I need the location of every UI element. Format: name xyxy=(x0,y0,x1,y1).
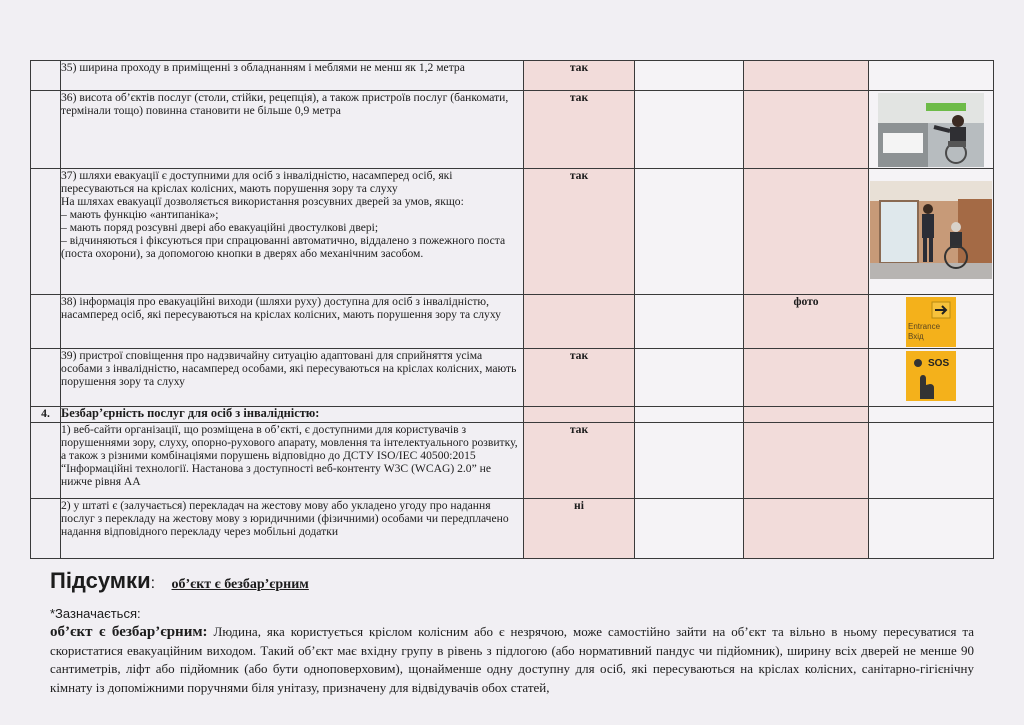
photo-cell xyxy=(869,91,994,169)
summary-text: Людина, яка користується кріслом колісним або є незрячою, може самостійно зайти на об’єкт та вільно в ньому пересуватися та скористатися евакуаційним виходом. Такий об’єкт має вхідну групу в рівень з підлогою (або нормативний пандус чи підйомник), ширину всіх дверей не менше 90 сантиметрів, ліфт або підйомник (або бути одноповерховим), щонайменше одну доступну для осіб, які пересуваються на кріслах колісних, санітарно-гігієнічну кімнату із допоміжними поручнями біля унітазу, призначену для відвідувачів обох статей, xyxy=(50,624,974,695)
comment-cell: фото xyxy=(744,295,869,349)
yes-cell: так xyxy=(524,423,635,499)
yes-cell: так xyxy=(524,61,635,91)
table-row xyxy=(31,349,994,407)
summary-heading xyxy=(50,568,309,594)
comment-cell xyxy=(744,407,869,423)
summary-note: *Зазначається: xyxy=(50,606,141,621)
section-header-row xyxy=(31,407,994,423)
row-description: 2) у штаті є (залучається) перекладач на жестову мову або укладено угоду про надання послуг з перекладу на жестову мову з юридичними (фізичними) особами чи передплачено надання відповідного перекладу через мобільні додатки xyxy=(61,499,524,559)
row-description: 38) інформація про евакуаційні виходи (шляхи руху) доступна для осіб з інвалідністю, насамперед осіб, які пересуваються на кріслах колісних, мають порушення зору та слуху xyxy=(61,295,524,349)
summary-colon: : xyxy=(150,575,156,592)
photo-cell xyxy=(869,61,994,91)
blank-cell xyxy=(635,407,744,423)
row-number-cell xyxy=(31,91,61,169)
table-row xyxy=(31,295,994,349)
entrance-sign xyxy=(906,297,956,347)
row-description: 1) веб-сайти організації, що розміщена в об’єкті, є доступними для користувачів з порушеннями зору, слуху, опорно-рухового апарату, мовлення та інтелектуального розвитку, а також з різними комбінаціями порушень відповідно до ДСТУ ISO/IEC 40500:2015 “Інформаційні технології. Настанова з доступності веб-контенту W3C (WCAG) 2.0” не нижче рівня АА xyxy=(61,423,524,499)
summary-paragraph xyxy=(50,623,974,697)
comment-cell xyxy=(744,91,869,169)
table-row xyxy=(31,169,994,295)
service-desk-wheelchair-photo xyxy=(878,93,984,167)
summary-title: Підсумки xyxy=(50,568,151,593)
yes-cell: так xyxy=(524,169,635,295)
blank-cell xyxy=(635,499,744,559)
blank-cell xyxy=(635,423,744,499)
comment-cell xyxy=(744,169,869,295)
blank-cell xyxy=(635,91,744,169)
photo-cell xyxy=(869,169,994,295)
entrance-sign-label-ua: Вхід xyxy=(908,332,924,341)
blank-cell xyxy=(635,61,744,91)
blank-cell xyxy=(635,295,744,349)
section-number: 4. xyxy=(31,407,61,423)
no-cell: ні xyxy=(524,499,635,559)
row-number-cell xyxy=(31,423,61,499)
yes-cell xyxy=(524,407,635,423)
sos-label: SOS xyxy=(928,358,950,369)
comment-cell xyxy=(744,423,869,499)
row-number-cell xyxy=(31,169,61,295)
section-title: Безбар’єрність послуг для осіб з інвалідністю: xyxy=(61,407,524,423)
entrance-sign-label-en: Entrance xyxy=(908,322,941,331)
blank-cell xyxy=(635,169,744,295)
yes-cell: так xyxy=(524,349,635,407)
summary-lead: об’єкт є безбар’єрним: xyxy=(50,624,208,640)
blank-cell xyxy=(635,349,744,407)
row-description: 37) шляхи евакуації є доступними для осіб з інвалідністю, насамперед осіб, які пересуваються на кріслах колісних, мають порушення зору та слуху На шляхах евакуації дозволяється використання розсувних дверей за умов, якщо: – мають функцію «антипаніка»; – мають поряд розсувні двері або евакуаційні двостулкові двері; – відчиняються і фіксуються при спрацюванні автоматично, віддалено з пожежного поста (поста охорони), за допомогою кнопки в дверях або механічним засобом. xyxy=(61,169,524,295)
table-row xyxy=(31,91,994,169)
photo-cell xyxy=(869,407,994,423)
photo-cell xyxy=(869,423,994,499)
table-row xyxy=(31,499,994,559)
accessibility-checklist-table xyxy=(30,60,994,559)
comment-cell xyxy=(744,499,869,559)
photo-cell xyxy=(869,499,994,559)
row-description: 35) ширина проходу в приміщенні з обладнанням і меблями не менш як 1,2 метра xyxy=(61,61,524,91)
row-number-cell xyxy=(31,61,61,91)
yes-cell: так xyxy=(524,91,635,169)
photo-cell xyxy=(869,295,994,349)
summary-result: об’єкт є безбар’єрним xyxy=(171,577,309,592)
comment-cell xyxy=(744,349,869,407)
evacuation-door-wheelchair-photo xyxy=(870,181,992,279)
yes-cell xyxy=(524,295,635,349)
table-row xyxy=(31,61,994,91)
table-row xyxy=(31,423,994,499)
photo-cell xyxy=(869,349,994,407)
row-description: 39) пристрої сповіщення про надзвичайну ситуацію адаптовані для сприйняття усіма особами з інвалідністю, насамперед особами, які пересуваються на кріслах колісних, мають порушення зору та слуху xyxy=(61,349,524,407)
row-number-cell xyxy=(31,349,61,407)
row-number-cell xyxy=(31,295,61,349)
comment-cell xyxy=(744,61,869,91)
row-number-cell xyxy=(31,499,61,559)
sos-button-sign xyxy=(906,351,956,401)
row-description: 36) висота об’єктів послуг (столи, стійки, рецепція), а також пристроїв послуг (банкомати, термінали тощо) повинна становити не більше 0,9 метра xyxy=(61,91,524,169)
